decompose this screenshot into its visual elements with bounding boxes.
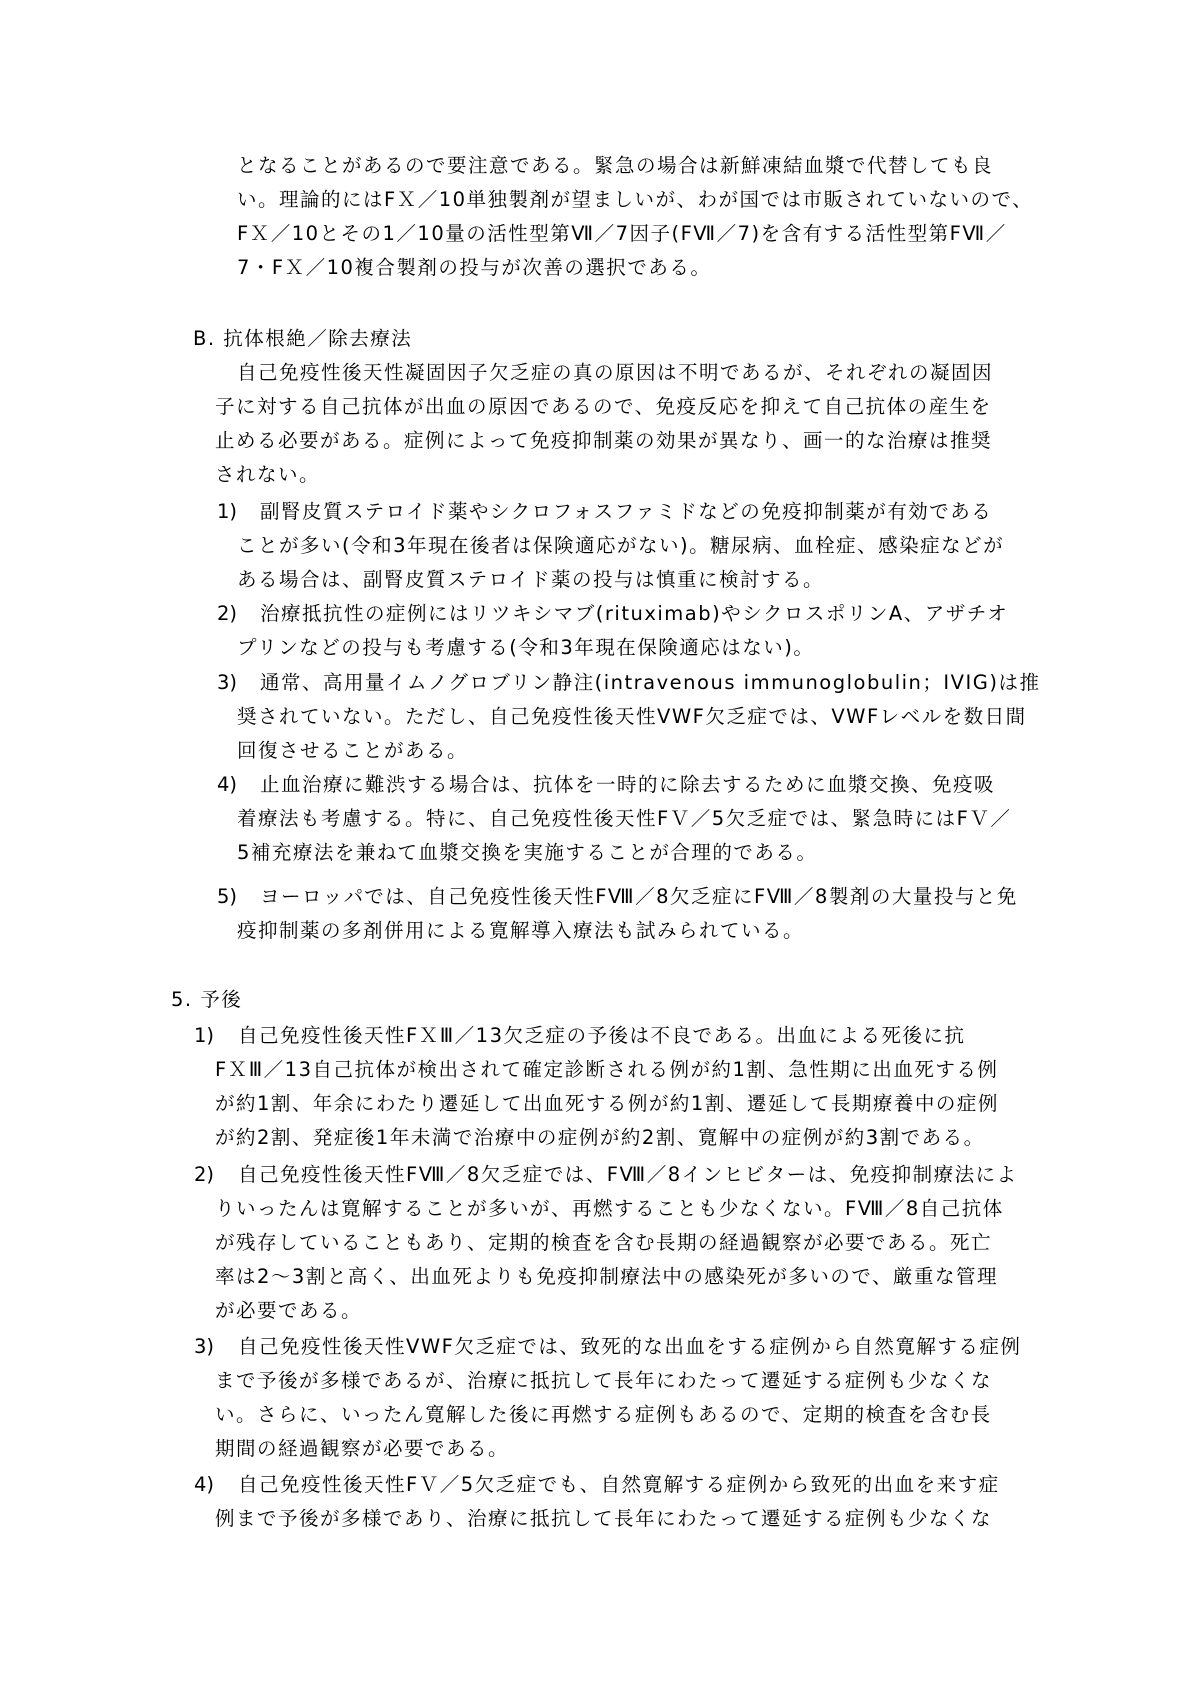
list-marker: 1) xyxy=(217,500,238,523)
text-line: 自己免疫性後天性FⅧ／8欠乏症では、FⅧ／8インヒビターは、免疫抑制療法によ xyxy=(238,1163,1018,1186)
list-marker: 1) xyxy=(194,1024,215,1047)
text-line: 止血治療に難渋する場合は、抗体を一時的に除去するために血漿交換、免疫吸 xyxy=(260,773,996,796)
text-line: い。さらに、いったん寛解した後に再燃する症例もあるので、定期的検査を含む長 xyxy=(215,1403,992,1426)
section-heading: 5. 予後 xyxy=(171,988,243,1011)
text-line: 例まで予後が多様であり、治療に抵抗して長年にわたって遷延する症例も少なくな xyxy=(215,1507,993,1530)
text-line: 子に対する自己抗体が出血の原因であるので、免疫反応を抑えて自己抗体の産生を xyxy=(215,395,992,418)
text-line: となることがあるので要注意である。緊急の場合は新鮮凍結血漿で代替しても良 xyxy=(237,154,994,177)
text-line: 率は2～3割と高く、出血死よりも免疫抑制療法中の感染死が多いので、厳重な管理 xyxy=(215,1265,999,1288)
text-line: が約1割、年余にわたり遷延して出血死する例が約1割、遷延して長期療養中の症例 xyxy=(215,1092,999,1115)
text-line: 着療法も考慮する。特に、自己免疫性後天性FＶ／5欠乏症では、緊急時にはFＶ／ xyxy=(237,807,1012,830)
section-heading: B. 抗体根絶／除去療法 xyxy=(193,327,413,350)
text-line: 自己免疫性後天性凝固因子欠乏症の真の原因は不明であるが、それぞれの凝固因 xyxy=(237,361,994,384)
text-line: 疫抑制薬の多剤併用による寛解導入療法も試みられている。 xyxy=(237,919,805,942)
text-line: 自己免疫性後天性FＸⅢ／13欠乏症の予後は不良である。出血による死後に抗 xyxy=(238,1024,966,1047)
text-line: されない。 xyxy=(215,463,321,486)
text-line: ことが多い(令和3年現在後者は保険適応がない)。糖尿病、血栓症、感染症などが xyxy=(237,534,1005,557)
text-line: 自己免疫性後天性FＶ／5欠乏症でも、自然寛解する症例から致死的出血を来す症 xyxy=(238,1473,1000,1496)
text-line: 自己免疫性後天性VWF欠乏症では、致死的な出血をする症例から自然寛解する症例 xyxy=(238,1335,1022,1358)
text-line: FＸ／10とその1／10量の活性型第Ⅶ／7因子(FⅦ／7)を含有する活性型第FⅦ／ xyxy=(237,222,1007,245)
text-line: 止める必要がある。症例によって免疫抑制薬の効果が異なり、画一的な治療は推奨 xyxy=(215,429,993,452)
text-line: 通常、高用量イムノグロブリン静注(intravenous immunoglobulin；IVIG)は推 xyxy=(260,671,1041,694)
text-line: 奨されていない。ただし、自己免疫性後天性VWF欠乏症では、VWFレベルを数日間 xyxy=(237,705,1027,728)
list-marker: 3) xyxy=(194,1335,215,1358)
list-marker: 2) xyxy=(217,602,238,625)
text-line: が必要である。 xyxy=(215,1299,363,1322)
list-marker: 2) xyxy=(194,1163,215,1186)
text-line: 5補充療法を兼ねて血漿交換を実施することが合理的である。 xyxy=(237,841,818,864)
text-line: 回復させることがある。 xyxy=(237,739,469,762)
text-line: まで予後が多様であるが、治療に抵抗して長年にわたって遷延する症例も少なくな xyxy=(215,1369,993,1392)
text-line: FＸⅢ／13自己抗体が検出されて確定診断される例が約1割、急性期に出血死する例 xyxy=(215,1058,999,1081)
text-line: 期間の経過観察が必要である。 xyxy=(215,1437,510,1460)
text-line: 副腎皮質ステロイド薬やシクロフォスファミドなどの免疫抑制薬が有効である xyxy=(260,500,993,523)
text-line: ヨーロッパでは、自己免疫性後天性FⅧ／8欠乏症にFⅧ／8製剤の大量投与と免 xyxy=(260,885,1018,908)
text-line: ある場合は、副腎皮質ステロイド薬の投与は慎重に検討する。 xyxy=(237,568,825,591)
list-marker: 5) xyxy=(217,885,238,908)
list-marker: 4) xyxy=(194,1473,215,1496)
text-line: 治療抵抗性の症例にはリツキシマブ(rituximab)やシクロスポリンA、アザチオ xyxy=(260,602,1009,625)
text-line: りいったんは寛解することが多いが、再燃することも少なくない。FⅧ／8自己抗体 xyxy=(215,1197,1004,1220)
text-line: 7・FＸ／10複合製剤の投与が次善の選択である。 xyxy=(237,256,712,279)
list-marker: 4) xyxy=(217,773,238,796)
text-line: い。理論的にはFＸ／10単独製剤が望ましいが、わが国では市販されていないので、 xyxy=(237,188,1034,211)
text-line: が約2割、発症後1年未満で治療中の症例が約2割、寛解中の症例が約3割である。 xyxy=(215,1126,985,1149)
list-marker: 3) xyxy=(217,671,238,694)
text-line: プリンなどの投与も考慮する(令和3年現在保険適応はない)。 xyxy=(237,636,815,659)
text-line: が残存していることもあり、定期的検査を含む長期の経過観察が必要である。死亡 xyxy=(215,1231,993,1254)
